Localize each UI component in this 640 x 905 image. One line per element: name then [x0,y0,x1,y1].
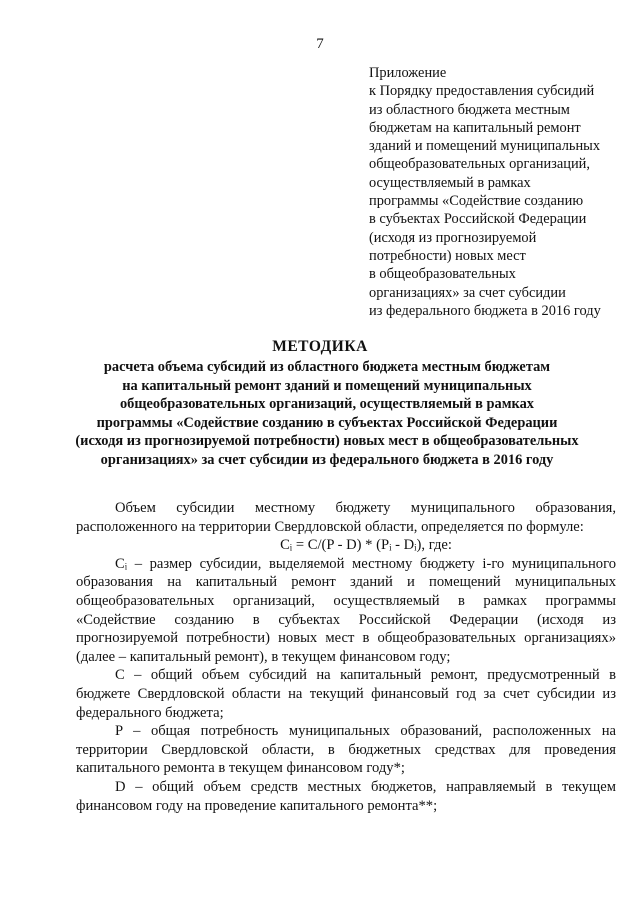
appendix-line: в субъектах Российской Федерации [369,211,587,228]
subtitle-line: организациях» за счет субсидии из федерального бюджета в 2016 году [100,451,554,468]
definition-line: территории Свердловской области, в бюджетных средствах для проведения [76,741,616,758]
appendix-line: осуществляемый в рамках [369,174,531,191]
definition-line: бюджете Свердловской области на текущий финансовый год за счет субсидии из [76,685,616,702]
appendix-line: в общеобразовательных [369,266,516,283]
definition-line: D – общий объем средств местных бюджетов, направляемый в текущем [115,778,616,795]
definition-c [76,666,616,722]
definition-line: P – общая потребность муниципальных образований, расположенных на [115,723,616,740]
subtitle-line: расчета объема субсидий из областного бюджета местным бюджетам [103,359,551,375]
document-subtitle [62,358,592,470]
definition-line: «Содействие созданию в субъектах Российской Федерации (исходя из [76,611,616,628]
definition-line: C – общий объем субсидий на капитальный ремонт, предусмотренный в [115,667,616,684]
definition-line: капитального ремонта в текущем финансовом году*; [76,760,405,777]
intro-paragraph [76,499,616,536]
appendix-line: программы «Содействие созданию [369,193,584,210]
subtitle-line: (исходя из прогнозируемой потребности) новых мест в общеобразовательных [75,433,579,450]
document-title: МЕТОДИКА [272,338,368,355]
appendix-line: бюджетам на капитальный ремонт [369,119,581,136]
appendix-line: общеобразовательных организаций, [369,156,590,173]
appendix-line: из областного бюджета местным [369,101,570,118]
formula: Cᵢ = C/(P - D) * (Pᵢ - Dᵢ), где: [280,537,452,554]
appendix-line: из федерального бюджета в 2016 году [369,302,601,319]
appendix-line: к Порядку предоставления субсидий [369,83,595,100]
definition-p [76,722,616,778]
appendix-line: Приложение [369,65,447,81]
appendix-line: потребности) новых мест [369,247,526,264]
subtitle-line: на капитальный ремонт зданий и помещений муниципальных [122,377,532,394]
definition-line: прогнозируемой потребности) новых мест в общеобразовательных организациях» [76,630,616,647]
definition-line: финансовом году на проведение капитального ремонта**; [76,797,438,814]
intro-line: расположенного на территории Свердловской области, определяется по формуле: [76,518,584,535]
definition-d [76,778,616,815]
definition-ci [76,555,616,667]
intro-line: Объем субсидии местному бюджету муниципального образования, [115,500,616,516]
page-number: 7 [316,36,324,52]
appendix-line: (исходя из прогнозируемой [369,229,537,246]
definition-line: Cᵢ – размер субсидии, выделяемой местному бюджету i-го муниципального [115,555,616,572]
subtitle-line: общеобразовательных организаций, осуществляемый в рамках [119,396,534,413]
definition-line: федерального бюджета; [76,704,224,721]
appendix-line: зданий и помещений муниципальных [369,138,601,155]
appendix-block [369,64,631,320]
definition-line: общеобразовательных организаций, осуществляемый в рамках программы [76,592,616,609]
appendix-line: организациях» за счет субсидии [369,284,566,301]
document-body [76,499,616,815]
subtitle-line: программы «Содействие созданию в субъектах Российской Федерации [96,414,558,431]
definition-line: образования на капитальный ремонт зданий и помещений муниципальных [76,574,616,591]
definition-line: (далее – капитальный ремонт), в текущем финансовом году; [76,648,451,665]
